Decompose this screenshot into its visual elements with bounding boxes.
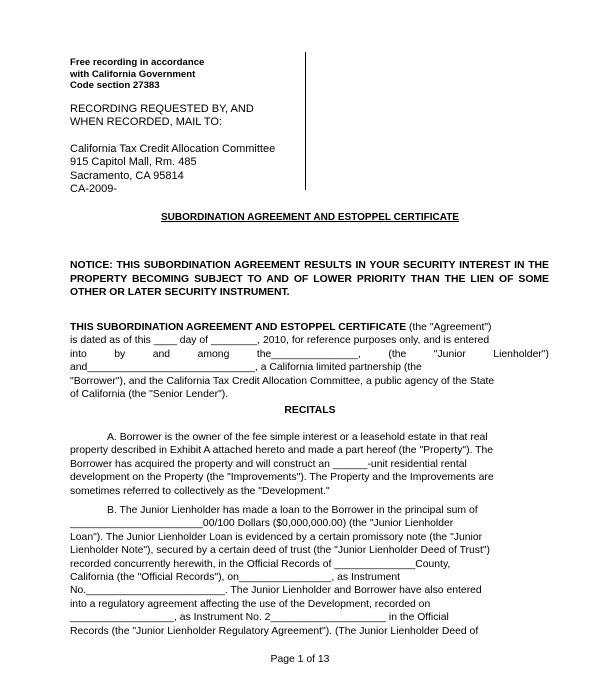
requested-by-line: RECORDING REQUESTED BY, AND [70,102,254,115]
intro-word: (the [388,348,407,360]
address-line: Sacramento, CA 95814 [70,169,184,182]
recital-line: A. Borrower is the owner of the fee simple interest or a leasehold estate in that real [107,432,488,443]
recital-line: Lienholder Note"), secured by a certain deed of trust (the "Junior Lienholder Deed of Trust") [70,545,490,557]
intro-line: is dated as of this ____ day of ________, 2010, for reference purposes only, and is entered [70,335,490,347]
intro-paragraph [70,321,549,401]
requested-by-line: WHEN RECORDED, MAIL TO: [70,116,222,128]
mail-to-address [70,143,300,197]
intro-word: into [70,348,87,360]
intro-word: and [152,348,171,360]
free-recording-note [70,57,300,92]
recital-line: Records (the "Junior Lienholder Regulatory Agreement"). (The Junior Lienholder Deed of [70,625,479,637]
page-number: Page 1 of 13 [270,654,330,665]
recital-line: California (the "Official Records"), on________________, as Instrument [70,572,401,584]
address-line: CA-2009- [70,183,118,195]
header-divider [305,52,306,190]
intro-text: (the "Agreement") [406,322,492,333]
recital-a-paragraph [70,431,549,498]
intro-line [70,321,549,334]
recital-line: Borrower has acquired the property and will construct an ______-unit residential rental [70,458,467,470]
recital-b-paragraph [70,504,549,638]
recital-line: B. The Junior Lienholder has made a loan to the Borrower in the principal sum of [107,505,478,516]
recitals-heading: RECITALS [284,405,336,416]
address-line: 915 Capitol Mall, Rm. 485 [70,156,197,168]
document-title: SUBORDINATION AGREEMENT AND ESTOPPEL CERTIFICATE [161,212,459,223]
free-recording-line: Code section 27383 [70,80,160,91]
intro-line: of California (the "Senior Lender"). [70,389,229,401]
intro-line: and_____________________________, a California limited partnership (the [70,362,422,374]
intro-word: among [197,348,230,360]
notice-paragraph: NOTICE: THIS SUBORDINATION AGREEMENT RESULTS IN YOUR SECURITY INTEREST IN THE PROPERTY BECOMING SUBJECT TO AND OF LOWER PRIORITY THAN THE LIEN OF SOME OTHER OR LATER SECURITY INSTRUMENT. [70,260,549,298]
intro-word: "Junior [433,348,466,360]
intro-line [70,348,549,361]
intro-word: by [114,348,126,360]
intro-word: Lienholder") [493,348,549,360]
intro-line: "Borrower"), and the California Tax Credit Allocation Committee, a public agency of the State [70,375,495,387]
recital-line: development on the Property (the "Improvements"). The Property and the Improvements are [70,472,494,484]
agreement-name: THIS SUBORDINATION AGREEMENT AND ESTOPPEL CERTIFICATE [70,322,407,333]
recital-line: property described in Exhibit A attached hereto and made a part hereof (the "Property"). The [70,445,494,457]
free-recording-line: Free recording in accordance [70,57,205,68]
recital-line: _______________________00/100 Dollars ($0,000,000.00) (the "Junior Lienholder [70,518,454,530]
recital-line: No.________________________. The Junior Lienholder and Borrower have also entered [70,585,482,597]
recital-line: __________________, as Instrument No. 2____________________ in the Official [70,612,449,624]
recital-line: recorded concurrently herewith, in the Official Records of ______________County, [70,558,451,570]
free-recording-line: with California Government [70,68,196,80]
address-line: California Tax Credit Allocation Committee [70,142,276,155]
recital-line: sometimes referred to collectively as the "Development." [70,485,330,497]
recording-requested-by [70,103,300,130]
recording-header [70,57,300,197]
intro-word: the_______________, [256,348,361,360]
recital-line: into a regulatory agreement affecting the use of the Development, recorded on [70,598,431,610]
recital-line: Loan"). The Junior Lienholder Loan is evidenced by a certain promissory note (the "Junior [70,531,483,543]
